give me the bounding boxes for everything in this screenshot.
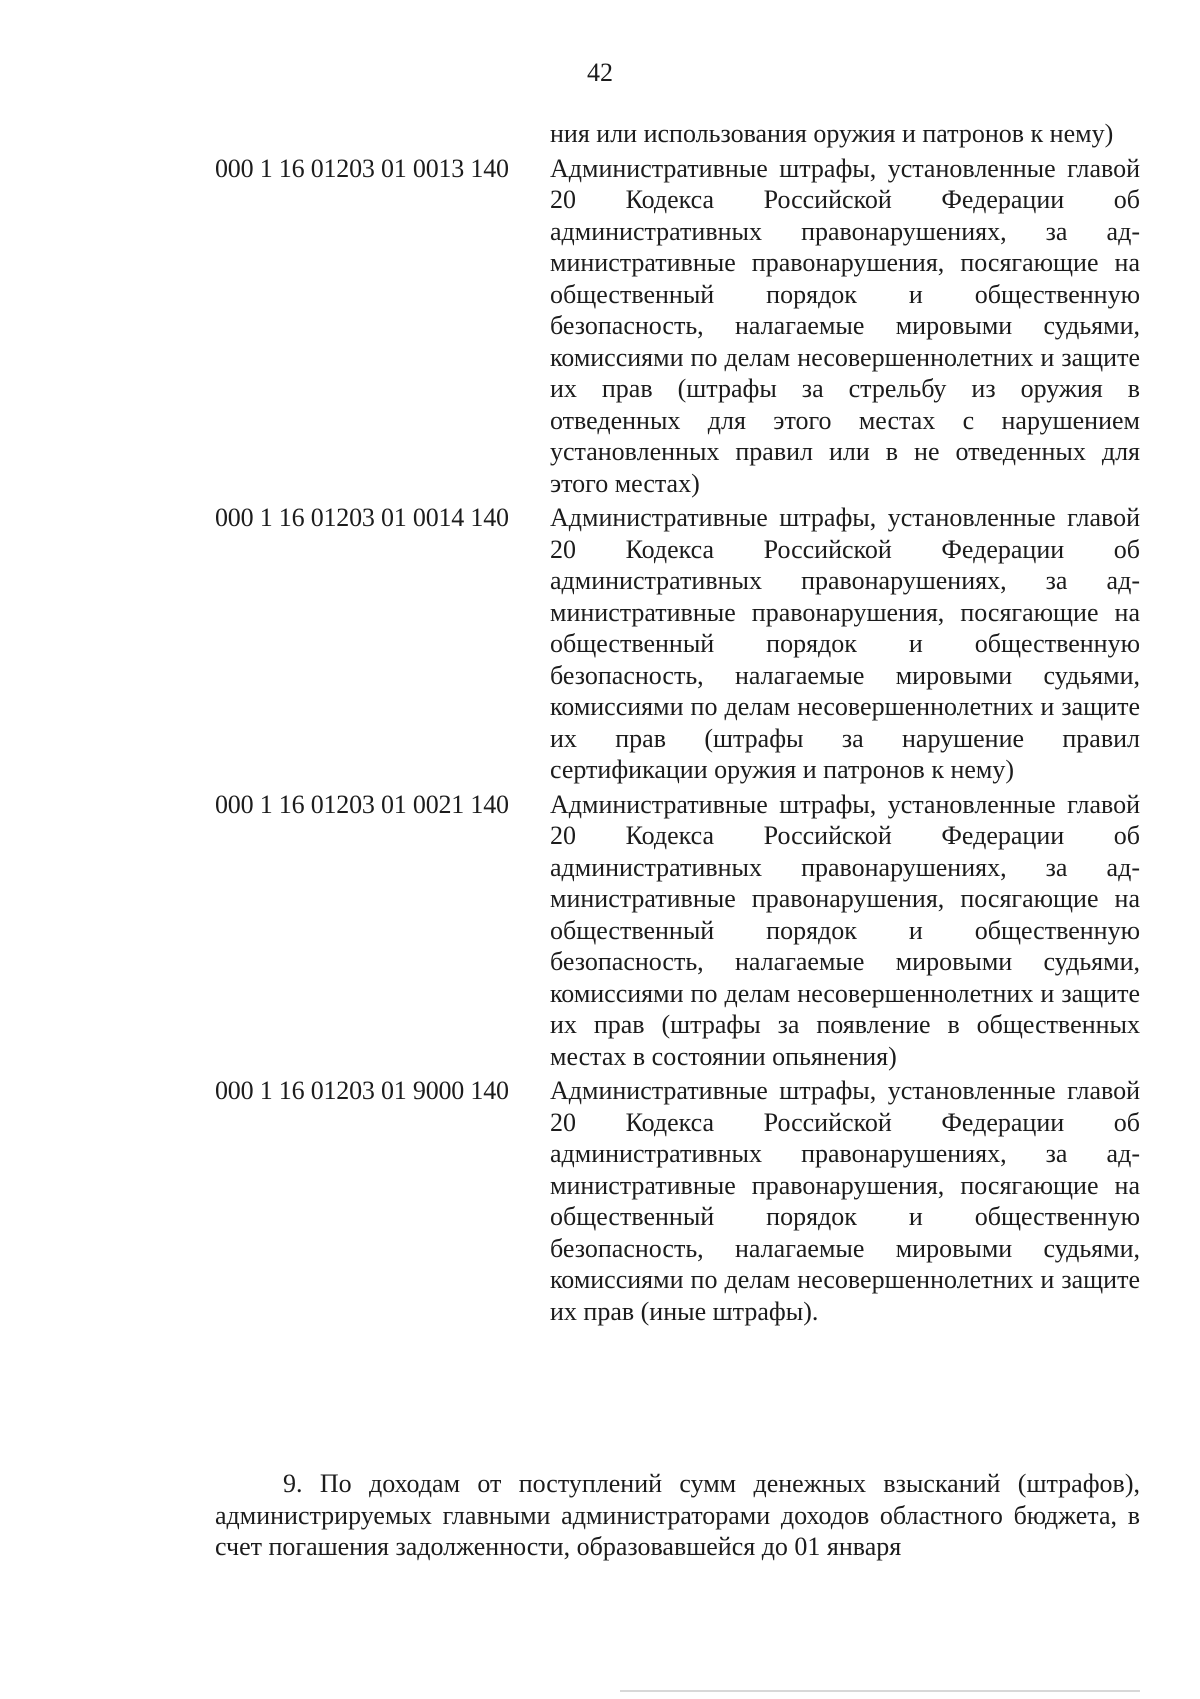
- code-cell: 000 1 16 01203 01 0021 140: [215, 789, 509, 819]
- table-row: [215, 786, 1140, 1073]
- revenue-code-table: [215, 118, 1140, 1327]
- code-cell: 000 1 16 01203 01 0013 140: [215, 153, 509, 183]
- code-cell: 000 1 16 01203 01 9000 140: [215, 1076, 509, 1105]
- paragraph-9: 9. По доходам от поступлений сумм денежных взысканий (штрафов), администрируемых главными администраторами доходов областного бюджета, в счет погашения задолженности, образовавшейся до 01 января: [215, 1469, 1140, 1561]
- table-row: [215, 150, 1140, 500]
- scan-edge-line: [620, 1690, 1140, 1692]
- page-number: 42: [587, 58, 613, 87]
- description-cell: Административные штрафы, установленные главой 20 Кодекса Российской Федерации об административных правонарушениях, за административные правонарушения, посягающие на общественный порядок и общественную безопасность, налагаемые мировыми судьями, комиссиями по делам несовершеннолетних и защите их прав (штрафы за нарушение правил сертификации оружия и патронов к нему): [550, 503, 1140, 784]
- description-cell: Административные штрафы, установленные главой 20 Кодекса Российской Федерации об административных правонарушениях, за административные правонарушения, посягающие на общественный порядок и общественную безопасность, налагаемые мировыми судьями, комиссиями по делам несовершеннолетних и защите их прав (иные штрафы).: [550, 1076, 1140, 1326]
- description-cell: Административные штрафы, установленные главой 20 Кодекса Российской Федерации об административных правонарушениях, за административные правонарушения, посягающие на общественный порядок и общественную безопасность, налагаемые мировыми судьями, комиссиями по делам несовершеннолетних и защите их прав (штрафы за стрельбу из оружия в отведенных для этого местах с нарушением установленных правил или в не отведенных для этого местах): [550, 153, 1140, 498]
- table-row: [215, 1072, 1140, 1327]
- description-cell: Административные штрафы, установленные главой 20 Кодекса Российской Федерации об административных правонарушениях, за административные правонарушения, посягающие на общественный порядок и общественную безопасность, налагаемые мировыми судьями, комиссиями по делам несовершеннолетних и защите их прав (штрафы за появление в общественных местах в состоянии опьянения): [550, 789, 1140, 1071]
- code-cell: [215, 118, 550, 150]
- continuation-text: ния или использования оружия и патронов к нему): [550, 119, 1114, 148]
- code-cell: 000 1 16 01203 01 0014 140: [215, 503, 509, 532]
- table-row: [215, 118, 1140, 150]
- table-row: [215, 499, 1140, 786]
